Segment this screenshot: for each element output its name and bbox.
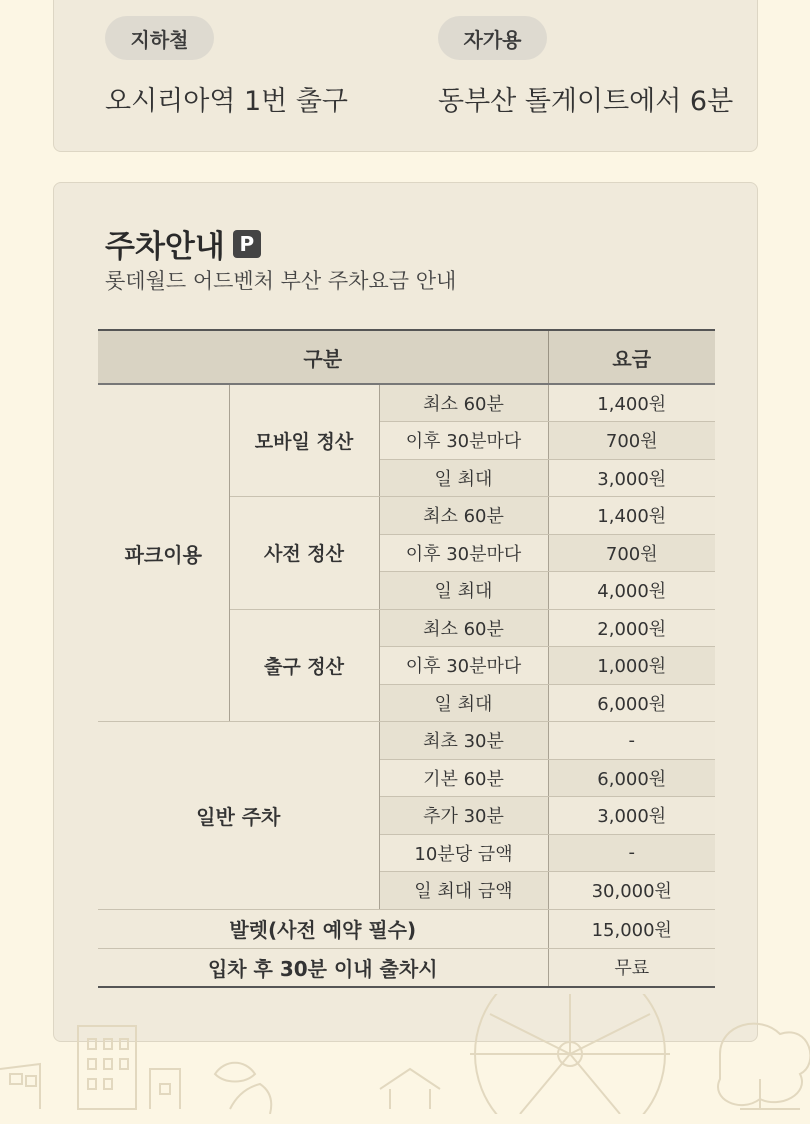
fee-item: 일 최대 금액 <box>379 872 548 910</box>
header-fee: 요금 <box>548 330 715 384</box>
parking-card <box>53 182 758 1042</box>
fee-value: 1,000원 <box>548 647 715 685</box>
fee-item: 10분당 금액 <box>379 834 548 872</box>
table-header-row <box>98 330 715 384</box>
fee-value: 4,000원 <box>548 572 715 610</box>
fee-value: 3,000원 <box>548 459 715 497</box>
fee-item: 이후 30분마다 <box>379 534 548 572</box>
quick-exit-fee: 무료 <box>548 948 715 987</box>
fee-value: 3,000원 <box>548 797 715 835</box>
fee-value: 30,000원 <box>548 872 715 910</box>
parking-title: 주차안내 <box>105 229 225 265</box>
fee-value: 6,000원 <box>548 684 715 722</box>
fee-value: 2,000원 <box>548 609 715 647</box>
fee-item: 일 최대 <box>379 459 548 497</box>
table-row <box>98 384 715 422</box>
background-illustration <box>0 994 810 1114</box>
fee-item: 최초 30분 <box>379 722 548 760</box>
fee-item: 이후 30분마다 <box>379 422 548 460</box>
fee-item: 최소 60분 <box>379 384 548 422</box>
fee-item: 기본 60분 <box>379 759 548 797</box>
valet-label: 발렛(사전 예약 필수) <box>98 909 548 948</box>
mobile-label: 모바일 정산 <box>229 384 379 497</box>
fee-item: 이후 30분마다 <box>379 647 548 685</box>
fee-value: - <box>548 722 715 760</box>
parking-subtitle: 롯데월드 어드벤처 부산 주차요금 안내 <box>105 269 457 293</box>
subway-badge: 지하철 <box>105 16 214 60</box>
fee-item: 일 최대 <box>379 572 548 610</box>
fee-value: 1,400원 <box>548 384 715 422</box>
header-category: 구분 <box>98 330 548 384</box>
parking-title-row <box>105 221 261 266</box>
car-badge: 자가용 <box>438 16 547 60</box>
exit-label: 출구 정산 <box>229 609 379 722</box>
transport-card <box>53 0 758 152</box>
table-row <box>98 909 715 948</box>
general-label: 일반 주차 <box>98 722 379 910</box>
fee-item: 최소 60분 <box>379 609 548 647</box>
park-group-label: 파크이용 <box>98 384 229 722</box>
fee-value: - <box>548 834 715 872</box>
prepay-label: 사전 정산 <box>229 497 379 610</box>
fee-value: 6,000원 <box>548 759 715 797</box>
fee-item: 추가 30분 <box>379 797 548 835</box>
table-row <box>98 948 715 987</box>
quick-exit-label: 입차 후 30분 이내 출차시 <box>98 948 548 987</box>
car-route: 동부산 톨게이트에서 6분 <box>438 86 734 117</box>
fee-value: 700원 <box>548 422 715 460</box>
parking-fee-table <box>98 329 715 988</box>
fee-item: 일 최대 <box>379 684 548 722</box>
fee-value: 1,400원 <box>548 497 715 535</box>
fee-item: 최소 60분 <box>379 497 548 535</box>
table-row <box>98 722 715 760</box>
fee-value: 700원 <box>548 534 715 572</box>
valet-fee: 15,000원 <box>548 909 715 948</box>
subway-route: 오시리아역 1번 출구 <box>105 86 348 117</box>
parking-p-icon: P <box>233 230 261 258</box>
